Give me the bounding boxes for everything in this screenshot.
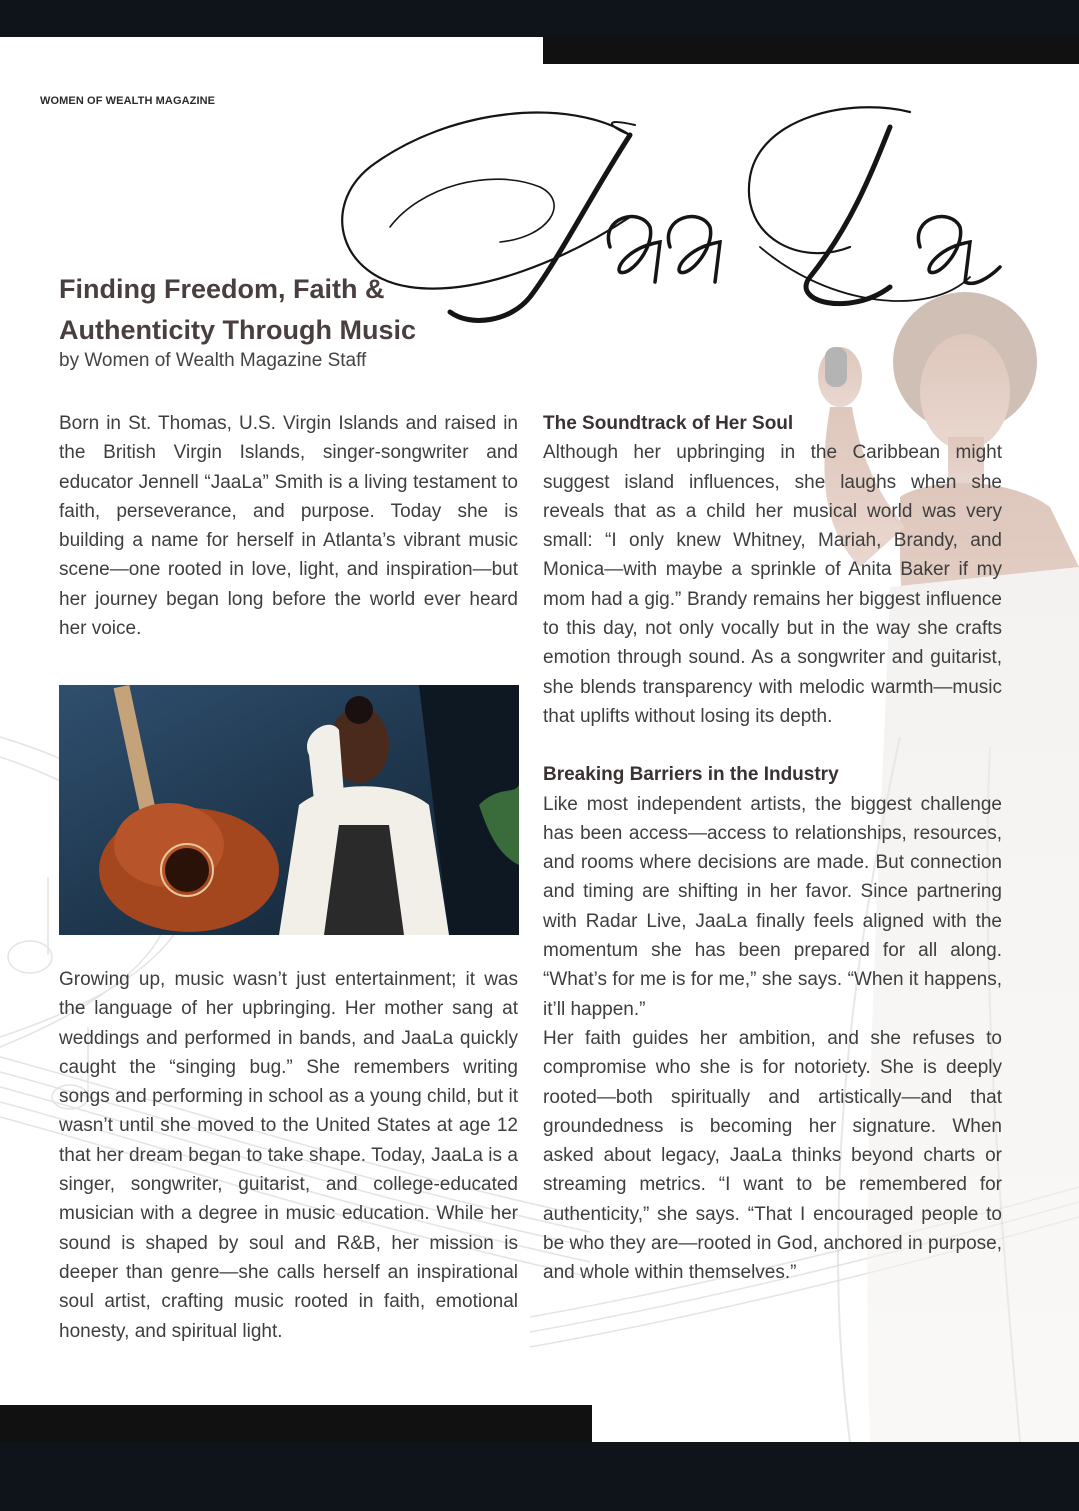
soundtrack-paragraph: Although her upbringing in the Caribbean might suggest island influences, she laughs when she reveals that as a child her musical world was very small: “I only knew Whitney, Mariah, Brandy, and Monica—with maybe a sprinkle of Anita Baker if my mom had a gig.” Brandy remains her biggest influence to this day, not only vocally but in the way she crafts emotion through sound. As a songwriter and guitarist, she blends transparency with melodic warmth—music that uplifts without losing its depth. [543,442,1002,727]
intro-paragraph: Born in St. Thomas, U.S. Virgin Islands and raised in the British Virgin Islands, singer-songwriter and educator Jennell “JaaLa” Smith is a living testament to faith, perseverance, and purpose. Today she is building a name for herself in Atlanta’s vibrant music scene—one rooted in love, light, and inspiration—but her journey began long before the world ever heard her voice. [59,413,518,640]
magazine-page [0,37,1079,1442]
left-column-intro [59,409,518,643]
bottom-decor-bar [0,1405,592,1442]
section-heading-barriers: Breaking Barriers in the Industry [543,764,839,786]
section-heading-soundtrack: The Soundtrack of Her Soul [543,413,794,434]
magazine-name: WOMEN OF WEALTH MAGAZINE [40,95,216,107]
barriers-paragraph: Like most independent artists, the biggest challenge has been access—access to relationships, resources, and rooms where decisions are made. But connection and timing are shifting in her favor. Since partnering with Radar Live, JaaLa finally feels aligned with the momentum she has been prepared for all along. “What’s for me is for me,” she says. “When it happens, it’ll happen.” [543,793,1002,1020]
bottom-dark-strip [0,1442,1079,1511]
headline-line-2: Authenticity Through Music [59,315,416,345]
article-headline [59,269,519,351]
top-decor-bar [543,37,1079,64]
growing-up-paragraph: Growing up, music wasn’t just entertainment; it was the language of her upbringing. Her mother sang at weddings and performed in bands, and JaaLa quickly caught the “singing bug.” She remembers writing songs and performing in school as a young child, but it wasn’t until she moved to the United States at age 12 that her dream began to take shape. Today, JaaLa is a singer, songwriter, guitarist, and college-educated musician with a degree in music education. While her sound is shaped by soul and R&B, her mission is deeper than genre—she calls herself an inspirational soul artist, crafting music rooted in faith, emotional honesty, and spiritual light. [59,969,518,1342]
article-byline: by Women of Wealth Magazine Staff [59,350,367,371]
section-gap [543,731,1002,760]
artist-guitar-photo [59,685,519,935]
right-column [543,409,1002,1288]
left-column-growing-up [59,965,518,1346]
faith-paragraph: Her faith guides her ambition, and she refuses to compromise who she is for notoriety. She is deeply rooted—both spiritually and artistically—and that groundedness is becoming her signature. When asked about legacy, JaaLa thinks beyond charts or streaming metrics. “I want to be remembered for authenticity,” she says. “That I encouraged people to be who they are—rooted in God, anchored in purpose, and whole within themselves.” [543,1027,1002,1284]
headline-line-1: Finding Freedom, Faith & [59,274,385,304]
guitar-photo-illustration [59,685,519,935]
